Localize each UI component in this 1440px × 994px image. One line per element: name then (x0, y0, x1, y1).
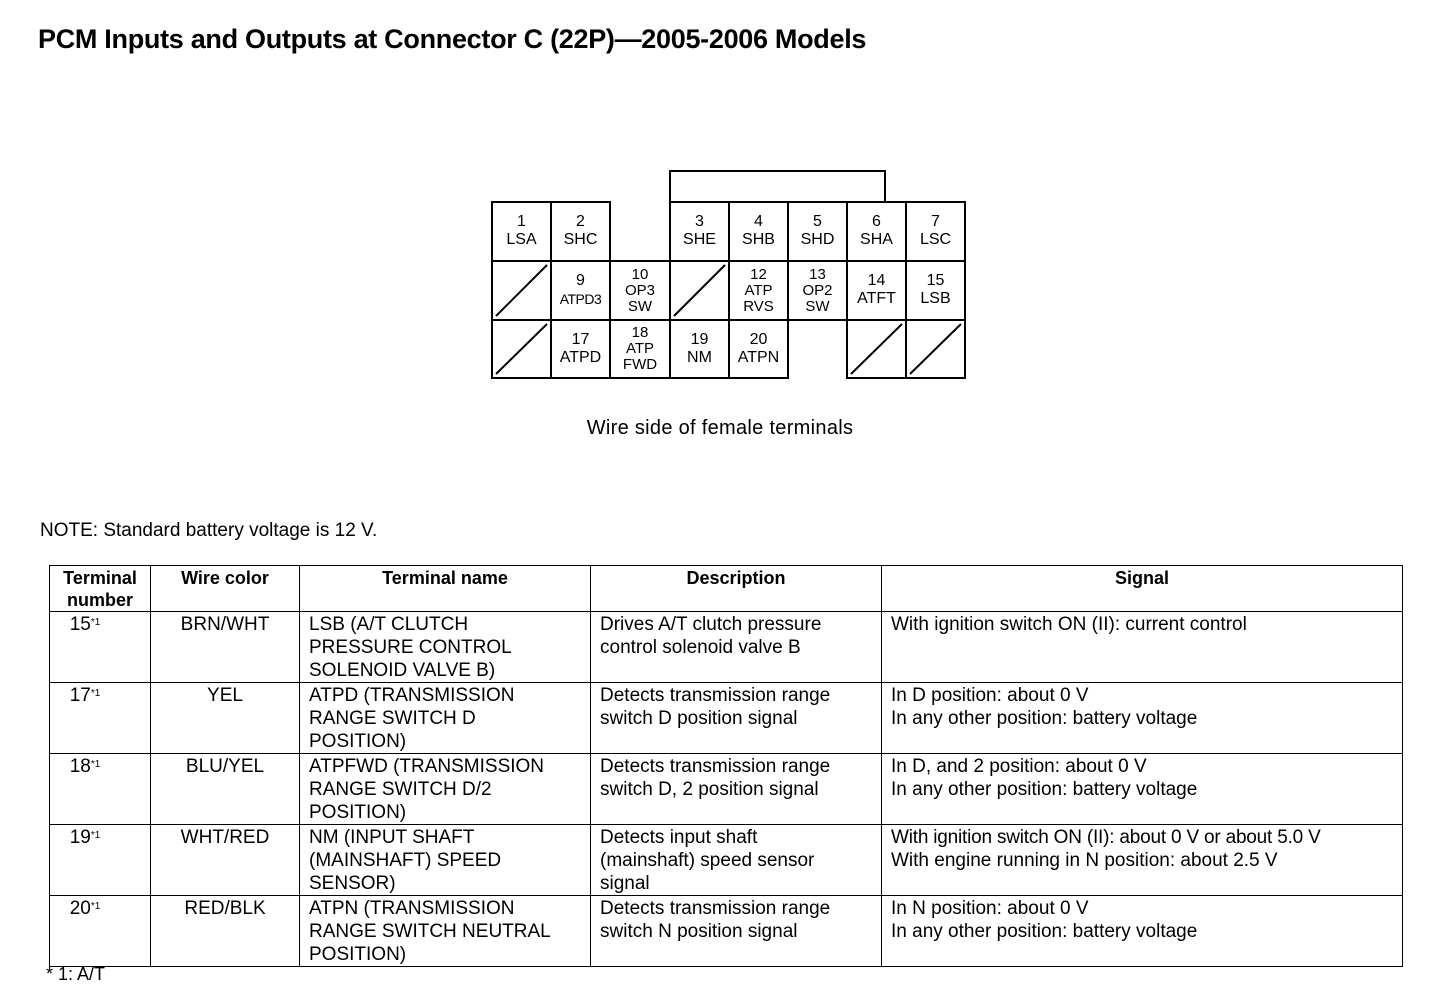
terminal-5 (788, 206, 847, 256)
table-row (50, 825, 1403, 896)
terminal-15 (906, 265, 965, 315)
terminal-4 (729, 206, 788, 256)
header-signal: Signal (882, 566, 1403, 612)
terminal-label: OP2 (802, 281, 833, 299)
terminal-14 (847, 265, 906, 315)
description-cell: Drives A/T clutch pressure control solenoid valve B (591, 612, 882, 683)
terminal-20 (729, 324, 788, 374)
terminal-label: ATPD (559, 349, 602, 366)
description-cell: Detects input shaft (mainshaft) speed sensor signal (591, 825, 882, 896)
terminal-number: 14 (867, 272, 886, 289)
terminal-label: LSA (506, 231, 537, 248)
terminal-number: 4 (754, 213, 763, 230)
terminal-number: 9 (576, 272, 585, 289)
terminal-number: 3 (695, 213, 704, 230)
terminal-label: ATP (625, 339, 655, 357)
terminal-number: 7 (931, 213, 940, 230)
table-row (50, 754, 1403, 825)
terminal-label: SHC (563, 231, 598, 248)
terminal-17 (551, 324, 610, 374)
header-description: Description (591, 566, 882, 612)
terminal-label: OP3 (624, 281, 655, 299)
wire-color-cell: WHT/RED (151, 825, 300, 896)
terminal-name-cell: ATPN (TRANSMISSION RANGE SWITCH NEUTRAL POSITION) (300, 896, 591, 967)
wire-color-cell: BLU/YEL (151, 754, 300, 825)
terminal-number: 1 (517, 213, 526, 230)
terminal-name-cell: LSB (A/T CLUTCH PRESSURE CONTROL SOLENOID VALVE B) (300, 612, 591, 683)
signal-cell: In D, and 2 position: about 0 V In any other position: battery voltage (882, 754, 1403, 825)
terminal-number: 17 (571, 331, 590, 348)
terminal-label: SHB (742, 231, 775, 248)
terminal-name-cell: NM (INPUT SHAFT (MAINSHAFT) SPEED SENSOR) (300, 825, 591, 896)
terminal-number: 6 (872, 213, 881, 230)
signal-cell: In N position: about 0 V In any other position: battery voltage (882, 896, 1403, 967)
table-header-row (50, 566, 1403, 612)
terminal-label: LSB (920, 290, 951, 307)
header-wire-color: Wire color (151, 566, 300, 612)
footnote: * 1: A/T (46, 964, 106, 984)
wire-color-cell: YEL (151, 683, 300, 754)
signal-cell: With ignition switch ON (II): current control (882, 612, 1403, 683)
terminal-18 (610, 321, 670, 376)
header-terminal-name: Terminal name (300, 566, 591, 612)
battery-note: NOTE: Standard battery voltage is 12 V. (40, 520, 378, 541)
terminal-label: ATPD3 (559, 291, 602, 307)
description-cell: Detects transmission range switch D position signal (591, 683, 882, 754)
terminal-19 (670, 324, 729, 374)
description-cell: Detects transmission range switch D, 2 position signal (591, 754, 882, 825)
header-terminal-number: Terminal number (50, 566, 151, 612)
terminal-number-cell: 15$^{*1}$ (50, 612, 151, 683)
table-row (50, 896, 1403, 967)
terminal-9 (551, 265, 610, 315)
terminal-label: SHD (800, 231, 835, 248)
terminal-number-cell: 18$^{*1}$ (50, 754, 151, 825)
wire-color-cell: BRN/WHT (151, 612, 300, 683)
terminal-label: SW (627, 297, 653, 315)
signal-cell: In D position: about 0 V In any other position: battery voltage (882, 683, 1403, 754)
terminal-label: SHA (860, 231, 893, 248)
terminal-table (49, 565, 1403, 967)
terminal-label: FWD (622, 355, 658, 373)
terminal-number: 20 (749, 331, 768, 348)
terminal-7 (906, 206, 965, 256)
terminal-number: 2 (576, 213, 585, 230)
table-row (50, 683, 1403, 754)
terminal-label: SHE (683, 231, 716, 248)
terminal-name-cell: ATPD (TRANSMISSION RANGE SWITCH D POSITION) (300, 683, 591, 754)
terminal-label: RVS (743, 297, 774, 315)
terminal-label: SW (805, 297, 830, 315)
terminal-number: 13 (809, 265, 826, 283)
terminal-label: ATFT (857, 290, 896, 307)
terminal-number: 10 (631, 265, 649, 283)
terminal-13 (788, 263, 847, 318)
terminal-number: 18 (631, 323, 649, 341)
signal-cell: With ignition switch ON (II): about 0 V or about 5.0 V With engine running in N position: about 2.5 V (882, 825, 1403, 896)
terminal-number-cell: 17$^{*1}$ (50, 683, 151, 754)
terminal-number: 12 (750, 265, 767, 283)
diagram-caption: Wire side of female terminals (586, 417, 854, 439)
terminal-label: LSC (919, 231, 952, 248)
terminal-number: 5 (813, 213, 822, 230)
terminal-10 (610, 263, 670, 318)
terminal-3 (670, 206, 729, 256)
terminal-2 (551, 206, 610, 256)
terminal-number-cell: 20$^{*1}$ (50, 896, 151, 967)
terminal-12 (729, 263, 788, 318)
terminal-label: NM (687, 349, 712, 366)
terminal-label: ATP (744, 281, 773, 299)
terminal-label: ATPN (737, 349, 780, 366)
terminal-1 (492, 206, 551, 256)
terminal-number-cell: 19$^{*1}$ (50, 825, 151, 896)
terminal-number: 19 (690, 331, 709, 348)
page-title: PCM Inputs and Outputs at Connector C (22P)—2005-2006 Models (38, 24, 867, 54)
terminal-number: 15 (926, 272, 945, 289)
description-cell: Detects transmission range switch N position signal (591, 896, 882, 967)
table-row (50, 612, 1403, 683)
terminal-6 (847, 206, 906, 256)
terminal-name-cell: ATPFWD (TRANSMISSION RANGE SWITCH D/2 POSITION) (300, 754, 591, 825)
wire-color-cell: RED/BLK (151, 896, 300, 967)
